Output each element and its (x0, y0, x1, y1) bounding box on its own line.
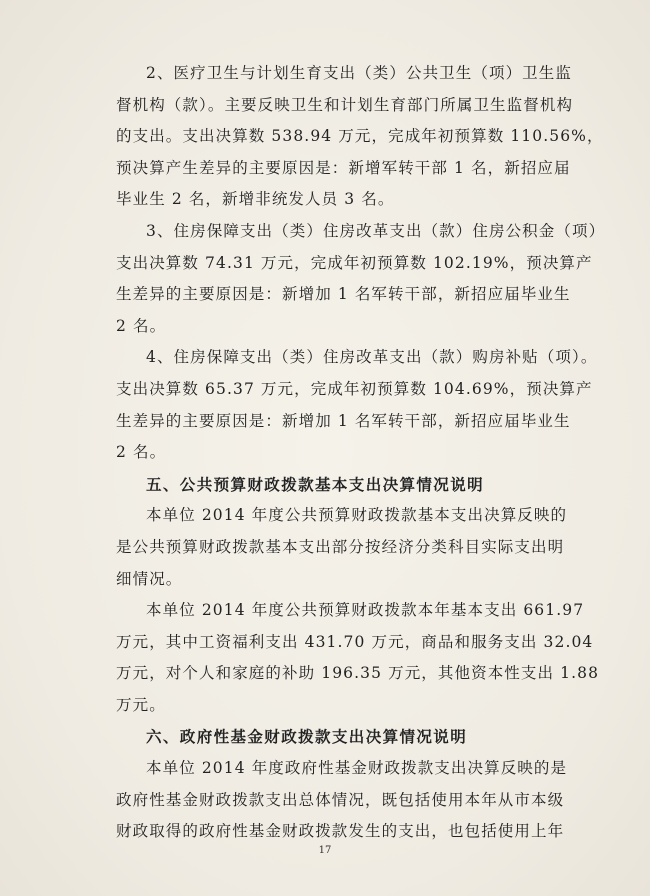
paragraph-line: 2 名。 (116, 316, 167, 335)
paragraph (116, 595, 600, 721)
paragraph-line: 2、医疗卫生与计划生育支出（类）公共卫生（项）卫生监 (146, 64, 572, 82)
paragraph-line: 政府性基金财政拨款支出总体情况，既包括使用本年从市本级 (116, 790, 565, 809)
paragraph-line: 督机构（款）。主要反映卫生和计划生育部门所属卫生监督机构 (116, 95, 574, 114)
paragraph-line: 的支出。支出决算数 538.94 万元，完成年初预算数 110.56%， (116, 127, 604, 146)
section-heading (116, 469, 578, 501)
paragraph-line: 毕业生 2 名，新增非统发人员 3 名。 (116, 190, 395, 209)
section-heading (116, 721, 578, 753)
paragraph (116, 500, 578, 595)
heading-text: 六、政府性基金财政拨款支出决算情况说明 (146, 727, 468, 747)
paragraph-line: 支出决算数 65.37 万元，完成年初预算数 104.69%，预决算产 (116, 379, 593, 398)
paragraph (116, 58, 604, 216)
paragraph-line: 生差异的主要原因是：新增加 1 名军转干部，新招应届毕业生 (116, 285, 571, 304)
paragraph-line: 支出决算数 74.31 万元，完成年初预算数 102.19%，预决算产 (116, 253, 593, 272)
paragraph-line: 细情况。 (116, 569, 183, 588)
paragraph (116, 216, 606, 342)
paragraph (116, 753, 578, 848)
heading-text: 五、公共预算财政拨款基本支出决算情况说明 (146, 474, 485, 494)
paragraph-line: 万元。 (116, 695, 166, 714)
paragraph-line: 2 名。 (116, 443, 167, 462)
paragraph-line: 万元，其中工资福利支出 431.70 万元，商品和服务支出 32.04 (116, 632, 594, 651)
paragraph (116, 342, 598, 468)
paragraph-line: 生差异的主要原因是：新增加 1 名军转干部，新招应届毕业生 (116, 411, 571, 430)
paragraph-line: 本单位 2014 年度公共预算财政拨款基本支出决算反映的 (146, 506, 568, 525)
paragraph-line: 万元，对个人和家庭的补助 196.35 万元，其他资本性支出 1.88 (116, 664, 600, 683)
paragraph-line: 是公共预算财政拨款基本支出部分按经济分类科目实际支出明 (116, 537, 565, 556)
paragraph-line: 本单位 2014 年度政府性基金财政拨款支出决算反映的是 (146, 759, 568, 778)
paragraph-line: 预决算产生差异的主要原因是：新增军转干部 1 名，新招应届 (116, 158, 571, 177)
paragraph-line: 3、住房保障支出（类）住房改革支出（款）住房公积金（项） (146, 221, 606, 240)
paragraph-line: 4、住房保障支出（类）住房改革支出（款）购房补贴（项）。 (146, 348, 598, 367)
page-number: 17 (318, 845, 332, 856)
paragraph-line: 本单位 2014 年度公共预算财政拨款本年基本支出 661.97 (146, 601, 585, 620)
paragraph-line: 财政取得的政府性基金财政拨款发生的支出，也包括使用上年 (116, 822, 565, 841)
document-body (116, 58, 606, 848)
